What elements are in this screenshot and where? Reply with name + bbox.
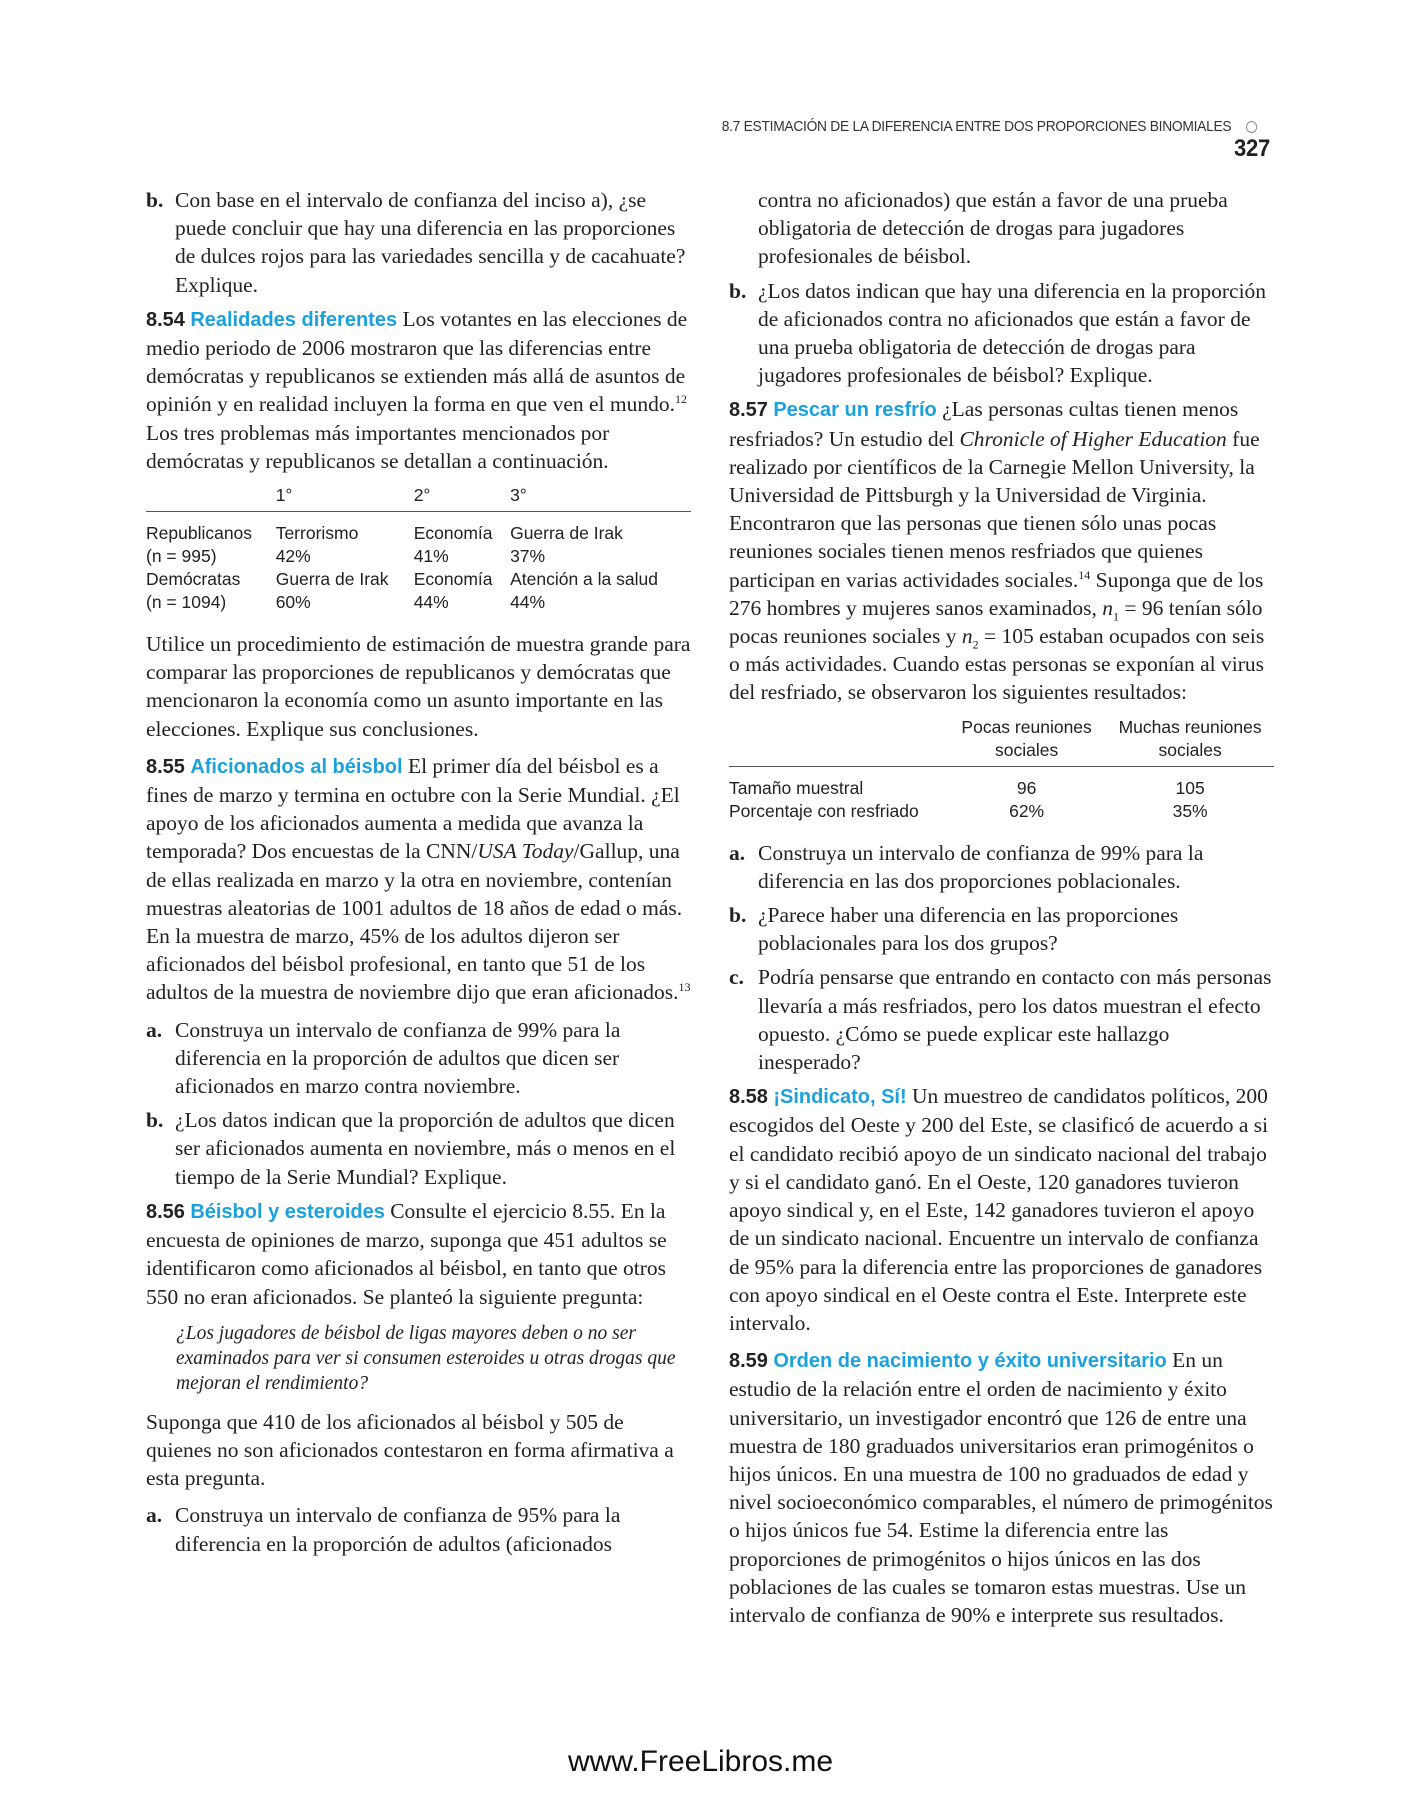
exercise-8-55 <box>146 752 691 1007</box>
item-text: ¿Los datos indican que la proporción de adultos que dicen ser aficionados aumenta en noviembre, más o menos en el tiempo de la Serie Mundial? Explique. <box>175 1108 676 1189</box>
cell: 96 <box>1016 777 1037 798</box>
item-b <box>729 901 1274 957</box>
item-a <box>146 1501 691 1557</box>
item-c <box>729 963 1274 1076</box>
cell: (n = 995) <box>146 546 217 567</box>
exercise-text: El primer día del béisbol es a fines de marzo y termina en octubre con la Serie Mundial. ¿El apoyo de los aficionados aumenta a medida que avanza la temporada? Dos encuestas de la CNN/ <box>146 753 680 864</box>
exercise-number: 8.58 <box>729 1086 768 1109</box>
table-row <box>146 591 691 614</box>
item-text: Construya un intervalo de confianza de 95% para la diferencia en la proporción de adultos (aficionados <box>175 1503 621 1556</box>
exercise-text: Los votantes en las elecciones de medio periodo de 2006 mostraron que las diferencias entre demócratas y republicanos se extienden más allá de asuntos de opinión y en realidad incluyen la forma en que ven el mundo. <box>146 306 688 417</box>
footnote-ref: 12 <box>674 392 687 407</box>
col-header: 2° <box>414 484 510 512</box>
exercise-8-53-b <box>146 186 691 299</box>
cell: Terrorismo <box>275 523 359 544</box>
exercise-8-56 <box>146 1197 691 1311</box>
exercise-8-54 <box>146 305 691 475</box>
item-text: ¿Los datos indican que hay una diferencia en la proporción de aficionados contra no aficionados que están a favor de una prueba obligatoria de detección de drogas para jugadores profesionales de béisbol? Explique. <box>758 278 1267 388</box>
footnote-ref: 13 <box>678 980 691 995</box>
col-header: Pocas reuniones sociales <box>947 716 1106 767</box>
exercise-8-59 <box>729 1346 1274 1629</box>
exercise-text: Utilice un procedimiento de estimación de muestra grande para comparar las proporciones de republicanos y demócratas que mencionaron la economía como un asunto importante en las elecciones. Explique sus conclusiones. <box>146 632 691 741</box>
item-text: Construya un intervalo de confianza de 99% para la diferencia en la proporción de adultos que dicen ser aficionados en marzo contra noviembre. <box>175 1017 621 1099</box>
publication-name: USA Today <box>477 839 574 864</box>
cell: Porcentaje con resfriado <box>729 800 919 821</box>
exercise-title: Orden de nacimiento y éxito universitario <box>773 1350 1167 1373</box>
col-header: Muchas reuniones sociales <box>1106 716 1274 767</box>
page-number: 327 <box>1233 135 1270 162</box>
variable: n <box>1102 595 1113 620</box>
cell: 37% <box>510 546 546 567</box>
exercise-text: ¿Las personas cultas tienen menos resfriados? Un estudio del <box>729 397 1239 451</box>
cell: 62% <box>1009 800 1045 821</box>
right-column <box>729 186 1274 1638</box>
subscript: 2 <box>972 637 979 652</box>
cell: Atención a la salud <box>510 569 658 590</box>
item-text: ¿Parece haber una diferencia en las proporciones poblacionales para los dos grupos? <box>758 903 1179 956</box>
survey-question: ¿Los jugadores de béisbol de ligas mayores deben o no ser examinados para ver si consumen esteroides u otras drogas que mejoran el rendimiento? <box>176 1322 676 1394</box>
variable: n <box>961 624 973 649</box>
exercise-title: Pescar un resfrío <box>773 399 937 422</box>
exercise-text: fue realizado por científicos de la Carnegie Mellon University, la Universidad de Pittsburgh y la Universidad de Virginia. Encontraron que las personas que tienen sólo unas pocas reuniones sociales tienen menos resfriados que quienes participan en varias actividades sociales. <box>729 426 1260 592</box>
item-b <box>146 1106 691 1191</box>
watermark-link[interactable]: www.FreeLibros.me <box>567 1745 834 1778</box>
exercise-number: 8.56 <box>146 1200 185 1223</box>
exercise-title: Realidades diferentes <box>190 308 398 331</box>
exercise-text: Un muestreo de candidatos políticos, 200 escogidos del Oeste y 200 del Este, se clasificó de acuerdo a si el candidato recibió apoyo de un sindicato nacional del trabajo y si el candidato ganó. En el Oeste, 120 ganadores tuvieron apoyo sindical y, en el Este, 142 ganadores tuvieron el apoyo de un sindicato nacional. Encuentre un intervalo de confianza de 95% para la diferencia entre las proporciones de ganadores con apoyo sindical en el Oeste contra el Este. Interprete este intervalo. <box>729 1084 1269 1335</box>
item-label: a. <box>146 1503 163 1528</box>
exercise-8-57 <box>729 395 1274 706</box>
subscript: 1 <box>1112 609 1119 624</box>
exercise-text: = 105 estaban ocupados con seis o más actividades. Cuando estas personas se exponían al virus del resfriado, se observaron los siguientes resultados: <box>729 624 1265 705</box>
cell: 41% <box>413 546 449 567</box>
circle-icon <box>1246 121 1257 133</box>
exercise-text: En un estudio de la relación entre el orden de nacimiento y éxito universitario, un investigador encontró que 126 de entre una muestra de 180 graduados universitarios eran primogénitos o hijos únicos. En una muestra de 100 no graduados de edad y nivel socioeconómico comparables, el número de primogénitos o hijos únicos fue 54. Estime la diferencia entre las proporciones de primogénitos o hijos únicos en las dos poblaciones de las cuales se tomaron estas muestras. Use un intervalo de confianza de 90% e interprete sus resultados. <box>729 1348 1273 1627</box>
exercise-number: 8.55 <box>146 755 185 778</box>
footnote-ref: 14 <box>1078 567 1091 582</box>
exercise-number: 8.54 <box>146 308 185 331</box>
item-b <box>729 277 1274 390</box>
item-label: b. <box>729 278 747 303</box>
item-label: c. <box>729 965 744 990</box>
cell: 35% <box>1172 800 1208 821</box>
item-text: Construya un intervalo de confianza de 99% para la diferencia en las dos proporciones poblacionales. <box>758 840 1204 893</box>
exercise-number: 8.57 <box>729 399 768 422</box>
left-column <box>146 186 691 1564</box>
item-label: a. <box>146 1017 163 1042</box>
exercise-title: Béisbol y esteroides <box>190 1200 385 1223</box>
exercise-text: Los tres problemas más importantes mencionados por demócratas y republicanos se detallan a continuación. <box>146 420 610 473</box>
cell: 44% <box>413 592 449 613</box>
table-row <box>729 800 1274 823</box>
col-header: 1° <box>276 484 414 512</box>
cell: 105 <box>1175 777 1205 798</box>
item-label: b. <box>146 1108 164 1133</box>
cell: 42% <box>275 546 311 567</box>
cell: Republicanos <box>146 523 253 544</box>
exercise-text: /Gallup, una de ellas realizada en marzo y la otra en noviembre, contenían muestras aleatorias de 1001 adultos de 18 años de edad o más. En la muestra de marzo, 45% de los adultos dijeron ser aficionados del béisbol profesional, en tanto que 51 de los adultos de la muestra de noviembre dijo que eran aficionados. <box>146 839 683 1005</box>
item-a <box>729 839 1274 895</box>
cell: Economía <box>413 569 493 590</box>
cell: Economía <box>413 523 493 544</box>
table-row <box>146 512 691 546</box>
cold-table <box>729 716 1274 823</box>
exercise-text: = 96 tenían sólo pocas reuniones sociales y <box>729 595 1263 649</box>
exercise-title: Aficionados al béisbol <box>190 755 403 778</box>
problems-table <box>146 484 691 614</box>
running-header <box>700 118 1270 163</box>
section-title: 8.7 ESTIMACIÓN DE LA DIFERENCIA ENTRE DOS PROPORCIONES BINOMIALES <box>721 118 1232 135</box>
exercise-text: Suponga que de los 276 hombres y mujeres sanos examinados, <box>729 567 1264 620</box>
item-a <box>146 1016 691 1101</box>
col-header <box>146 484 276 512</box>
col-header <box>729 716 947 767</box>
table-row <box>729 766 1274 800</box>
exercise-8-58 <box>729 1082 1274 1337</box>
table-row <box>146 568 691 591</box>
exercise-text: Consulte el ejercicio 8.55. En la encuesta de opiniones de marzo, suponga que 451 adultos se identificaron como aficionados al béisbol, en tanto que otros 550 no eran aficionados. Se planteó la siguiente pregunta: <box>146 1198 667 1309</box>
cell: Demócratas <box>146 569 241 590</box>
cell: (n = 1094) <box>146 592 227 613</box>
exercise-number: 8.59 <box>729 1350 768 1373</box>
cell: 60% <box>275 592 311 613</box>
exercise-title: ¡Sindicato, Sí! <box>773 1086 907 1109</box>
item-text: Con base en el intervalo de confianza del inciso a), ¿se puede concluir que hay una diferencia en las proporciones de dulces rojos para las variedades sencilla y de cacahuate? Explique. <box>175 188 686 297</box>
cell: Tamaño muestral <box>729 777 864 798</box>
exercise-text: Suponga que 410 de los aficionados al béisbol y 505 de quienes no son aficionados contestaron en forma afirmativa a esta pregunta. <box>146 1409 674 1491</box>
item-label: a. <box>729 840 746 865</box>
col-header: 3° <box>510 484 691 512</box>
cell: Guerra de Irak <box>275 569 389 590</box>
item-label: b. <box>729 903 747 928</box>
item-text-continued: contra no aficionados) que están a favor de una prueba obligatoria de detección de drogas para jugadores profesionales de béisbol. <box>758 188 1228 269</box>
item-label: b. <box>146 188 164 212</box>
table-row <box>146 545 691 568</box>
item-text: Podría pensarse que entrando en contacto con más personas llevaría a más resfriados, pero los datos muestran el efecto opuesto. ¿Cómo se puede explicar este hallazgo inesperado? <box>758 965 1272 1075</box>
cell: 44% <box>510 592 546 613</box>
cell: Guerra de Irak <box>510 523 623 544</box>
publication-name: Chronicle of Higher Education <box>959 426 1227 451</box>
